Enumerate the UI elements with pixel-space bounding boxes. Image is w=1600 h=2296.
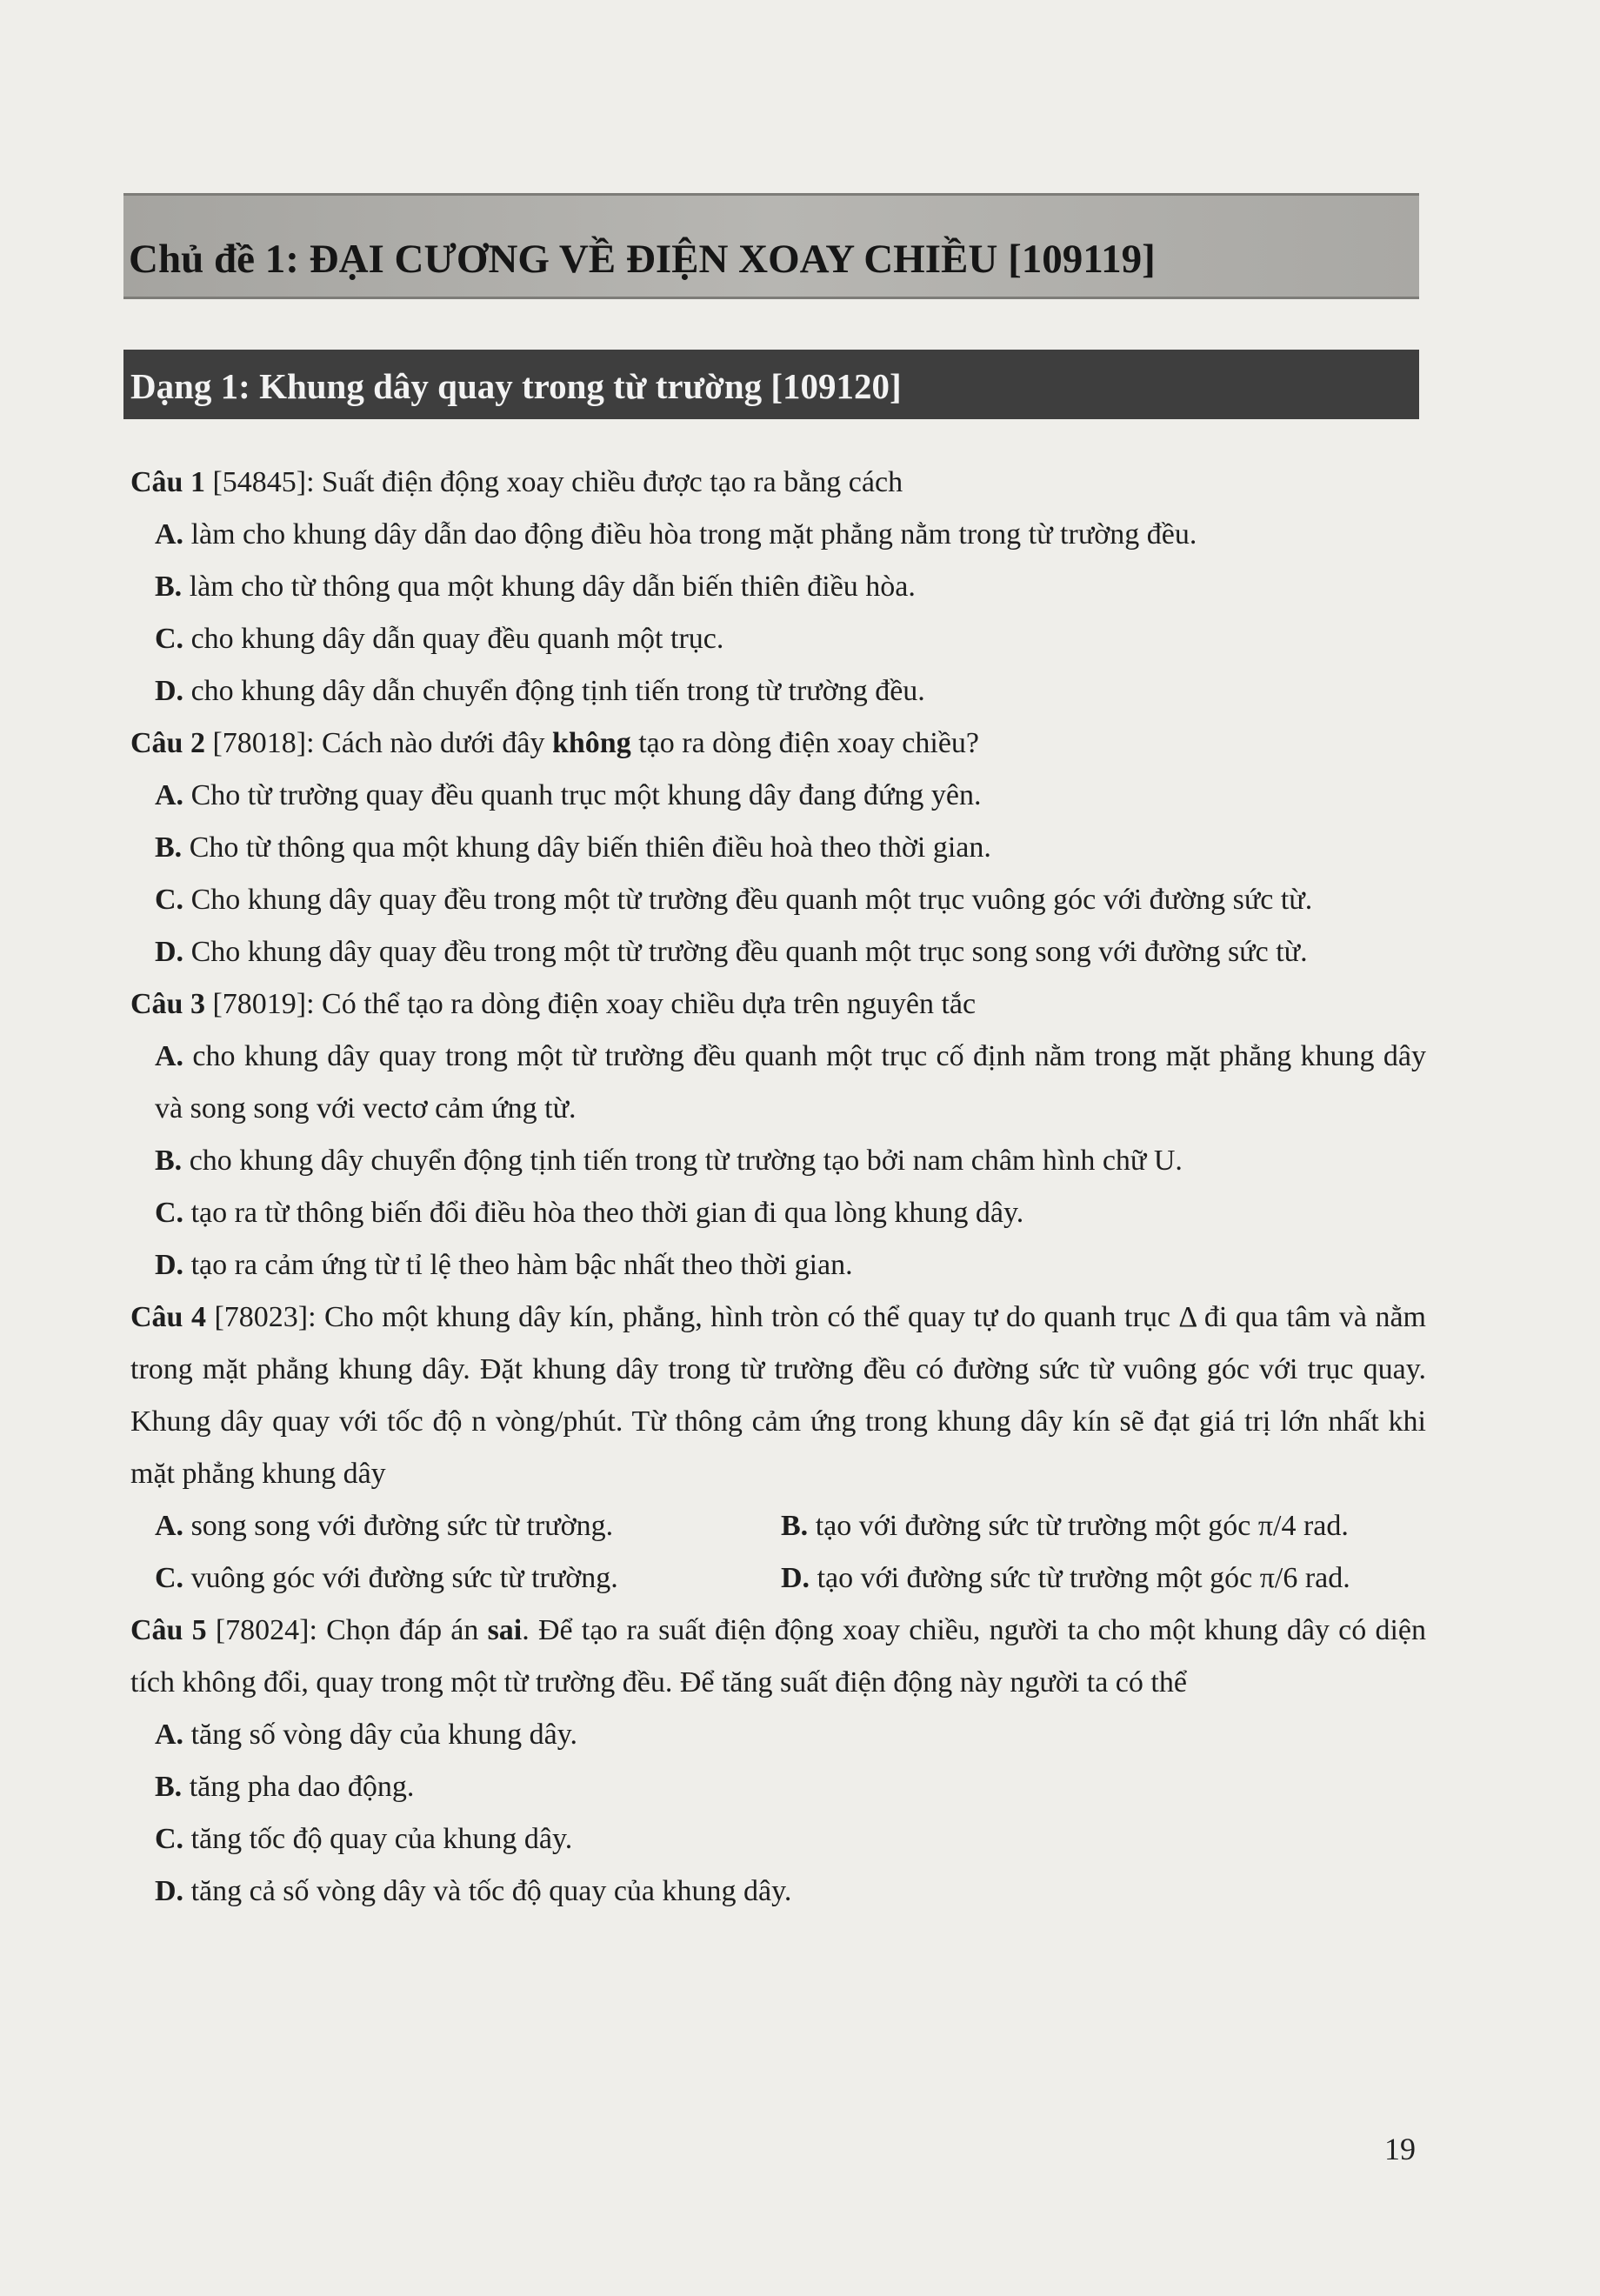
- options-row-4ab: [155, 1500, 1426, 1552]
- question-5: [130, 1605, 1426, 1709]
- option-1b: [155, 561, 1426, 613]
- question-label: Câu 4: [130, 1301, 206, 1333]
- question-label: Câu 1: [130, 466, 205, 498]
- option-text: Cho từ thông qua một khung dây biến thiên điều hoà theo thời gian.: [182, 831, 991, 864]
- option-letter: C.: [155, 1562, 184, 1594]
- option-letter: D.: [155, 1249, 184, 1281]
- option-2b: [155, 822, 1426, 874]
- question-list: [130, 457, 1426, 1918]
- question-text: [78024]: Chọn đáp án: [206, 1614, 488, 1646]
- option-text: tạo ra từ thông biến đổi điều hòa theo thời gian đi qua lòng khung dây.: [183, 1197, 1024, 1229]
- option-text: tạo với đường sức từ trường một góc π/4 rad.: [808, 1510, 1349, 1542]
- option-letter: D.: [155, 675, 184, 707]
- option-letter: C.: [155, 1823, 184, 1855]
- option-3b: [155, 1135, 1426, 1187]
- option-letter: A.: [155, 779, 184, 811]
- page-number: 19: [1384, 2132, 1416, 2166]
- option-letter: D.: [781, 1562, 810, 1594]
- question-3: [130, 978, 1426, 1031]
- option-letter: B.: [155, 831, 183, 864]
- question-text: . Để tạo ra suất điện động xoay chiều, người ta cho một khung dây có diện tích không đổi, quay trong một từ trường đều. Để tăng suất điện động này người ta có thể: [130, 1614, 1426, 1699]
- option-text: tạo ra cảm ứng từ tỉ lệ theo hàm bậc nhất theo thời gian.: [183, 1249, 853, 1281]
- option-text: tăng tốc độ quay của khung dây.: [183, 1823, 573, 1855]
- option-text: cho khung dây chuyển động tịnh tiến trong từ trường tạo bởi nam châm hình chữ U.: [182, 1145, 1183, 1177]
- option-text: cho khung dây dẫn quay đều quanh một trục.: [183, 623, 724, 655]
- option-5d: [155, 1866, 1426, 1918]
- question-1: [130, 457, 1426, 509]
- question-text: [54845]: Suất điện động xoay chiều được tạo ra bằng cách: [204, 466, 903, 498]
- option-text: tạo với đường sức từ trường một góc π/6 rad.: [810, 1562, 1350, 1594]
- question-label: Câu 5: [130, 1614, 207, 1646]
- option-1a: [155, 509, 1426, 561]
- option-text: Cho khung dây quay đều trong một từ trường đều quanh một trục song song với đường sức từ.: [183, 936, 1308, 968]
- question-keyword: không: [551, 727, 631, 759]
- question-text: [78023]: Cho một khung dây kín, phẳng, hình tròn có thể quay tự do quanh trục Δ đi qua tâm và nằm trong mặt phẳng khung dây. Đặt khung dây trong từ trường đều có đường sức từ vuông góc với trục quay. Khung dây quay với tốc độ n vòng/phút. Từ thông cảm ứng trong khung dây kín sẽ đạt giá trị lớn nhất khi mặt phẳng khung dây: [130, 1301, 1427, 1490]
- option-1d: [155, 665, 1426, 718]
- option-2c: [130, 874, 1426, 926]
- option-3a: [130, 1031, 1426, 1135]
- option-5a: [155, 1709, 1426, 1761]
- option-4d: [781, 1552, 1407, 1605]
- question-text: [78019]: Có thể tạo ra dòng điện xoay chiều dựa trên nguyên tắc: [204, 988, 977, 1020]
- question-text: tạo ra dòng điện xoay chiều?: [630, 727, 979, 759]
- option-text: tăng cả số vòng dây và tốc độ quay của khung dây.: [183, 1875, 792, 1907]
- option-4b: [781, 1500, 1407, 1552]
- option-text: tăng số vòng dây của khung dây.: [183, 1719, 577, 1751]
- question-keyword: sai: [487, 1614, 523, 1646]
- question-label: Câu 2: [130, 727, 205, 759]
- option-2d: [130, 926, 1426, 978]
- option-letter: C.: [155, 623, 184, 655]
- option-4a: [155, 1500, 781, 1552]
- option-3d: [155, 1239, 1426, 1292]
- option-letter: C.: [155, 884, 184, 916]
- section-heading-bar: [123, 350, 1419, 419]
- option-2a: [155, 770, 1426, 822]
- option-text: cho khung dây dẫn chuyển động tịnh tiến trong từ trường đều.: [183, 675, 925, 707]
- option-letter: B.: [155, 1771, 183, 1803]
- option-text: song song với đường sức từ trường.: [183, 1510, 614, 1542]
- option-3c: [155, 1187, 1426, 1239]
- option-letter: C.: [155, 1197, 184, 1229]
- option-letter: A.: [155, 1040, 184, 1072]
- option-text: tăng pha dao động.: [182, 1771, 415, 1803]
- option-1c: [155, 613, 1426, 665]
- option-letter: A.: [155, 518, 184, 551]
- option-letter: D.: [155, 1875, 184, 1907]
- option-letter: A.: [155, 1719, 184, 1751]
- question-2: [130, 718, 1426, 770]
- option-5c: [155, 1813, 1426, 1866]
- option-text: cho khung dây quay trong một từ trường đều quanh một trục cố định nằm trong mặt phẳng khung dây và song song với vectơ cảm ứng từ.: [155, 1040, 1426, 1125]
- option-text: Cho từ trường quay đều quanh trục một khung dây đang đứng yên.: [183, 779, 982, 811]
- topic-heading-bar: [123, 193, 1419, 299]
- option-text: làm cho từ thông qua một khung dây dẫn biến thiên điều hòa.: [182, 571, 916, 603]
- section-heading: Dạng 1: Khung dây quay trong từ trường [109120]: [130, 366, 902, 406]
- option-4c: [155, 1552, 781, 1605]
- option-letter: B.: [155, 1145, 183, 1177]
- question-label: Câu 3: [130, 988, 205, 1020]
- question-4: [130, 1292, 1426, 1500]
- option-letter: B.: [781, 1510, 809, 1542]
- topic-heading: Chủ đề 1: ĐẠI CƯƠNG VỀ ĐIỆN XOAY CHIỀU [109119]: [129, 237, 1156, 282]
- option-text: vuông góc với đường sức từ trường.: [183, 1562, 618, 1594]
- options-row-4cd: [155, 1552, 1426, 1605]
- option-text: làm cho khung dây dẫn dao động điều hòa trong mặt phẳng nằm trong từ trường đều.: [183, 518, 1197, 551]
- option-letter: D.: [155, 936, 184, 968]
- option-letter: B.: [155, 571, 183, 603]
- option-5b: [155, 1761, 1426, 1813]
- question-text: [78018]: Cách nào dưới đây: [204, 727, 552, 759]
- option-text: Cho khung dây quay đều trong một từ trường đều quanh một trục vuông góc với đường sức từ.: [183, 884, 1313, 916]
- option-letter: A.: [155, 1510, 184, 1542]
